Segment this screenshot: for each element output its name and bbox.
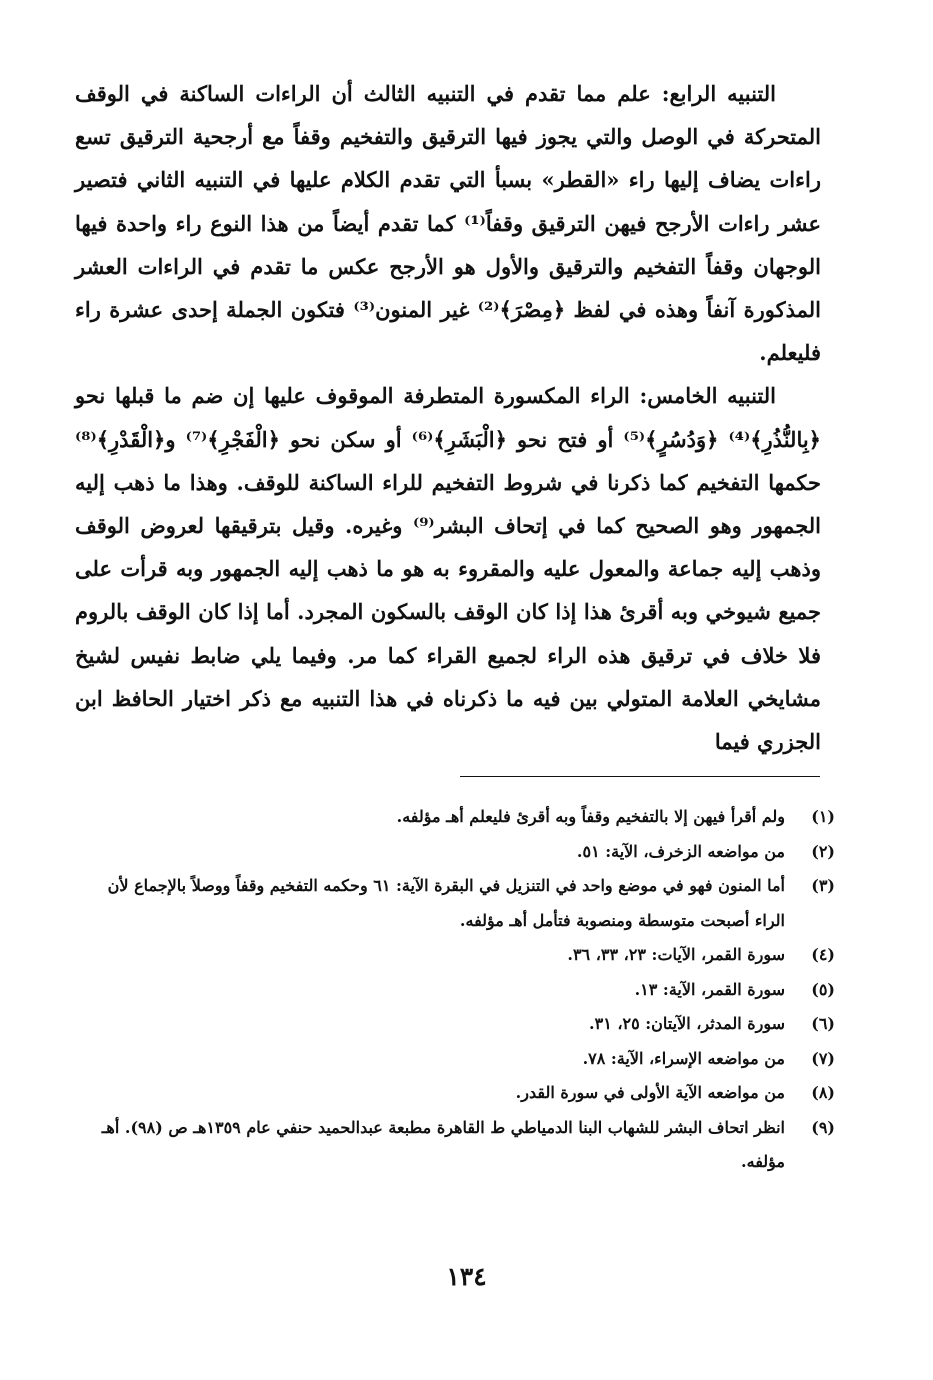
footnote-2 <box>75 835 835 870</box>
footnote-text: سورة المدثر، الآيتان: ٢٥، ٣١. <box>589 1014 785 1033</box>
paragraph-fifth-note: التنبيه الخامس: الراء المكسورة المتطرفة الموقوف عليها إن ضم ما قبلها نحو ﴿بِالنُّذُرِ﴾⁽⁴⁾ ﴿وَدُسُرٍ﴾⁽⁵⁾ أو فتح نحو ﴿الْبَشَرِ﴾⁽⁶⁾ أو سكن نحو ﴿الْفَجْرِ﴾⁽⁷⁾ و﴿الْقَدْرِ﴾⁽⁸⁾ حكمها التفخيم كما ذكرنا في شروط التفخيم للراء الساكنة للوقف. وهذا ما ذهب إليه الجمهور وهو الصحيح كما في إتحاف البشر⁽⁹⁾ وغيره. وقيل بترقيقها لعروض الوقف وذهب إليه جماعة والمعول عليه والمقروء به هو ما ذهب إليه الجمهور وبه قرأت على جميع شيوخي وبه أقرئ هذا إذا كان الوقف بالسكون المجرد. أما إذا كان الوقف بالروم فلا خلاف في ترقيق هذه الراء لجميع القراء كما مر. وفيما يلي ضابط نفيس لشيخ مشايخي العلامة المتولي بين فيه ما ذكرناه في هذا التنبيه مع ذكر اختيار الحافظ ابن الجزري فيما <box>75 383 822 755</box>
footnote-5 <box>75 973 835 1008</box>
footnote-1 <box>75 800 835 835</box>
footnote-6 <box>75 1007 835 1042</box>
footnote-text: من مواضعه الآية الأولى في سورة القدر. <box>515 1083 785 1102</box>
footnote-9 <box>75 1111 835 1180</box>
footnote-8 <box>75 1076 835 1111</box>
footnote-text: سورة القمر، الآية: ١٣. <box>634 979 785 999</box>
footnote-7 <box>75 1042 835 1077</box>
footnote-number: (٢) <box>811 841 835 861</box>
footnote-number: (٥) <box>811 979 835 999</box>
footnote-number: (١) <box>811 807 835 826</box>
footnotes <box>75 800 835 1180</box>
footnote-text: أما المنون فهو في موضع واحد في التنزيل في البقرة الآية: ٦١ وحكمه التفخيم وقفاً ووصلاً بالإجماع لأن الراء أصبحت متوسطة ومنصوبة فتأمل أهـ مؤلفه. <box>107 876 785 930</box>
footnote-text: ولم أقرأ فيهن إلا بالتفخيم وقفاً وبه أقرئ فليعلم أهـ مؤلفه. <box>396 807 785 826</box>
footnote-number: (٤) <box>811 945 835 964</box>
main-text <box>75 72 821 763</box>
footnote-3 <box>75 869 835 938</box>
footnote-separator <box>460 776 820 777</box>
footnote-number: (٣) <box>811 876 835 895</box>
footnote-number: (٦) <box>811 1014 835 1033</box>
footnote-text: من مواضعه الزخرف، الآية: ٥١. <box>576 841 785 861</box>
page-number: ١٣٤ <box>446 1262 487 1291</box>
footnote-text: من مواضعه الإسراء، الآية: ٧٨. <box>582 1048 785 1068</box>
footnote-text: انظر اتحاف البشر للشهاب البنا الدمياطي ط القاهرة مطبعة عبدالحميد حنفي عام ١٣٥٩هـ ص (٩٨). أهـ مؤلفه. <box>101 1117 785 1171</box>
footnote-number: (٩) <box>811 1117 835 1137</box>
footnote-number: (٨) <box>811 1083 835 1102</box>
paragraph-fourth-note: التنبيه الرابع: علم مما تقدم في التنبيه الثالث أن الراءات الساكنة في الوقف المتحركة في الوصل والتي يجوز فيها الترقيق والتفخيم وقفاً مع أرجحية الترقيق تسع راءات يضاف إليها راء «القطر» بسبأ التي تقدم الكلام عليها في التنبيه الثاني فتصير عشر راءات الأرجح فيهن الترقيق وقفاً⁽¹⁾ كما تقدم أيضاً من هذا النوع راء واحدة فيها الوجهان وقفاً التفخيم والترقيق والأول هو الأرجح عكس ما تقدم في الراءات العشر المذكورة آنفاً وهذه في لفظ ﴿مِصْرَ﴾⁽²⁾ غير المنون⁽³⁾ فتكون الجملة إحدى عشرة راء فليعلم. <box>75 81 821 366</box>
footnote-number: (٧) <box>811 1048 835 1068</box>
footnote-4 <box>75 938 835 973</box>
footnote-text: سورة القمر، الآيات: ٢٣، ٣٣، ٣٦. <box>567 945 785 964</box>
